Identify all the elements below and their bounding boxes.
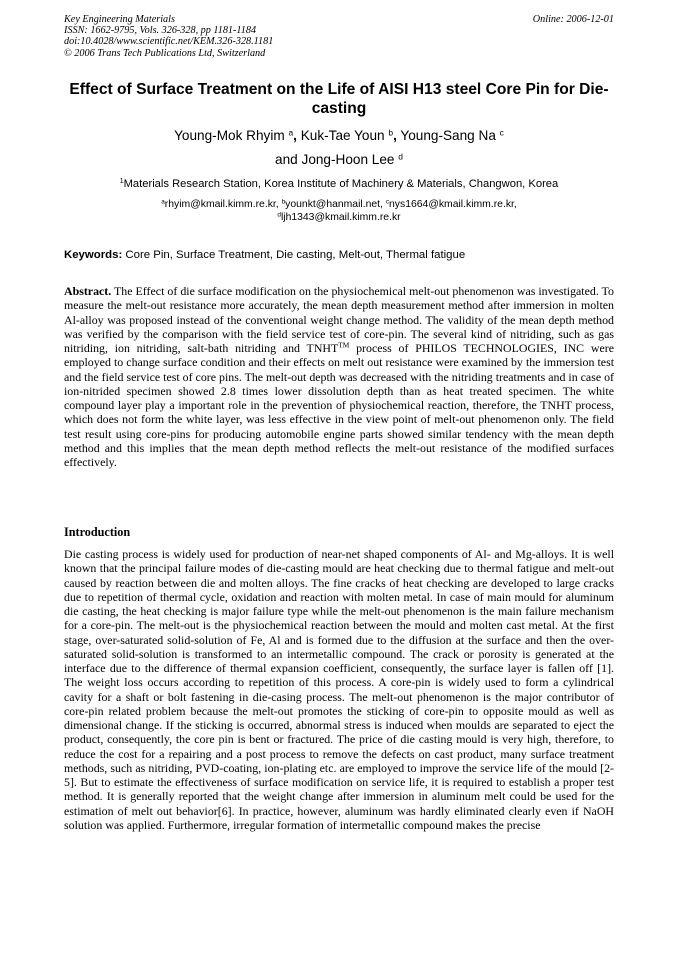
trademark-superscript: TM xyxy=(338,340,350,350)
online-date: Online: 2006-12-01 xyxy=(532,14,614,25)
journal-name: Key Engineering Materials xyxy=(64,14,175,25)
keywords-label: Keywords: xyxy=(64,249,123,261)
paper-title: Effect of Surface Treatment on the Life of AISI H13 steel Core Pin for Die-casting xyxy=(69,81,609,117)
author-superscript: b xyxy=(388,127,394,138)
author-name: Jong-Hoon Lee xyxy=(301,152,395,167)
keywords-text: Core Pin, Surface Treatment, Die casting, Melt-out, Thermal fatigue xyxy=(122,249,466,261)
introduction-body: Die casting process is widely used for production of near-net shaped components of Al- and Mg-alloys. It is well known that the principal failure modes of die-casting mould are heat checking due to thermal fatigue and melt-out caused by reaction between die and molten alloys. The fine cracks of heat checking are developed to large cracks due to repetition of thermal cycle, oxidation and reaction with molten metal. In case of main mould for aluminum die casting, the heat checking is major failure type while the melt-out phenomenon is the main failure mechanism for a core-pin. The melt-out is the physiochemical reaction between the mould and molten cast metal. At the first stage, over-saturated solid-solution of Fe, Al and is formed due to the diffusion at the surface and then the over-saturated solid-solution is transformed to an intermetallic compound. The crack or porosity is generated at the interface due to the difference of thermal expansion coefficient, consequently, the surface layer is fallen off [1]. The weight loss occurs according to repetition of this process. A core-pin is widely used to form a cylindrical cavity for a shaft or bolt fastening in die-casing process. The melt-out phenomenon is the major contributor of core-pin related problem because the melt-out promotes the sticking of core-pin to opposite mould as well as dimensional change. If the sticking is occurred, abnormal stress is induced when moulds are separated to eject the product, consequently, the core pin is bent or fractured. The price of die casting mould is very high, therefore, to reduce the cost for a repairing and a post process to remove the defects on cast product, many surface treatment methods, such as nitriding, PVD-coating, ion-plating etc. are employed to improve the service life of the mould [2-5]. But to estimate the effectiveness of surface modification on service life, it is required to establish a proper test method. It is generally reported that the weight change after immersion in aluminum melt could be used for the estimation of melt out behavior[6]. In practice, however, aluminum was hardly eliminated clearly even if NaOH solution was applied. Furthermore, irregular formation of intermetallic compound makes the precise xyxy=(64,547,614,832)
email-superscript: a xyxy=(161,198,165,206)
email-address[interactable]: younkt@hanmail.net, xyxy=(285,199,386,210)
author-list: Young-Mok Rhyim $^a$, Kuk-Tae Youn $^b$, Young-Sang Na $^c$ and Jong-Hoon Lee $^d$ xyxy=(174,127,504,167)
author-name: Young-Sang Na xyxy=(400,128,496,143)
email-address[interactable]: nys1664@kmail.kimm.re.kr, xyxy=(389,199,517,210)
affiliation-text: Materials Research Station, Korea Institute of Machinery & Materials, Changwon, Korea xyxy=(123,178,559,190)
author-superscript: a xyxy=(288,127,294,138)
abstract xyxy=(64,284,614,469)
section-heading-introduction: Introduction xyxy=(64,525,131,539)
abstract-text: The Effect of die surface modification on the physiochemical melt-out phenomenon was investigated. To measure the melt-out resistance more accurately, the mean depth measurement method after immersion in molten Al-alloy was proposed instead of the conventional weight change method. The validity of the mean depth method was verified by the comparison with the field service test of core-pin. The several kind of nitriding, such as gas nitriding, ion nitriding, salt-bath nitriding and TNHT xyxy=(64,284,614,355)
author-name: Kuk-Tae Youn xyxy=(300,128,385,143)
email-address[interactable]: rhyim@kmail.kimm.re.kr, xyxy=(164,199,282,210)
email-superscript: d xyxy=(277,211,281,219)
affiliation-superscript: 1 xyxy=(119,178,124,186)
issn-line: ISSN: 1662-9795, Vols. 326-328, pp 1181-1184 xyxy=(64,25,257,37)
email-superscript: b xyxy=(281,198,286,206)
journal-header xyxy=(64,14,614,59)
copyright-line: © 2006 Trans Tech Publications Ltd, Switzerland xyxy=(64,47,266,59)
author-superscript: d xyxy=(398,151,403,162)
keywords xyxy=(64,248,624,262)
affiliation xyxy=(64,177,614,191)
email-address[interactable]: ljh1343@kmail.kimm.re.kr xyxy=(280,212,401,223)
email-superscript: c xyxy=(385,198,390,206)
doi-line: doi:10.4028/www.scientific.net/KEM.326-328.1181 xyxy=(64,36,274,48)
abstract-label: Abstract. xyxy=(64,284,112,298)
author-superscript: c xyxy=(499,127,504,138)
abstract-text-continued: process of PHILOS TECHNOLOGIES, INC were employed to change surface condition and their effects on melt out resistance were examined by the immersion test and the field service test of core pins. The melt-out depth was decreased with the nitriding treatments and in case of ion-nitrided specimen showed 2.8 times lower dissolution depth than as heat treated specimen. The white compound layer play a important role in the prevention of physiochemical reaction, therefore, the TNHT process, which does not form the white layer, was less effective in the view point of melt-out phenomenon only. The field test result using core-pins for producing automobile engine parts showed similar tendency with the mean depth method and this implies that the mean depth method reflects the melt-out resistance of the modified surfaces effectively. xyxy=(64,341,614,469)
author-name: Young-Mok Rhyim xyxy=(174,128,285,143)
author-emails xyxy=(64,198,614,224)
